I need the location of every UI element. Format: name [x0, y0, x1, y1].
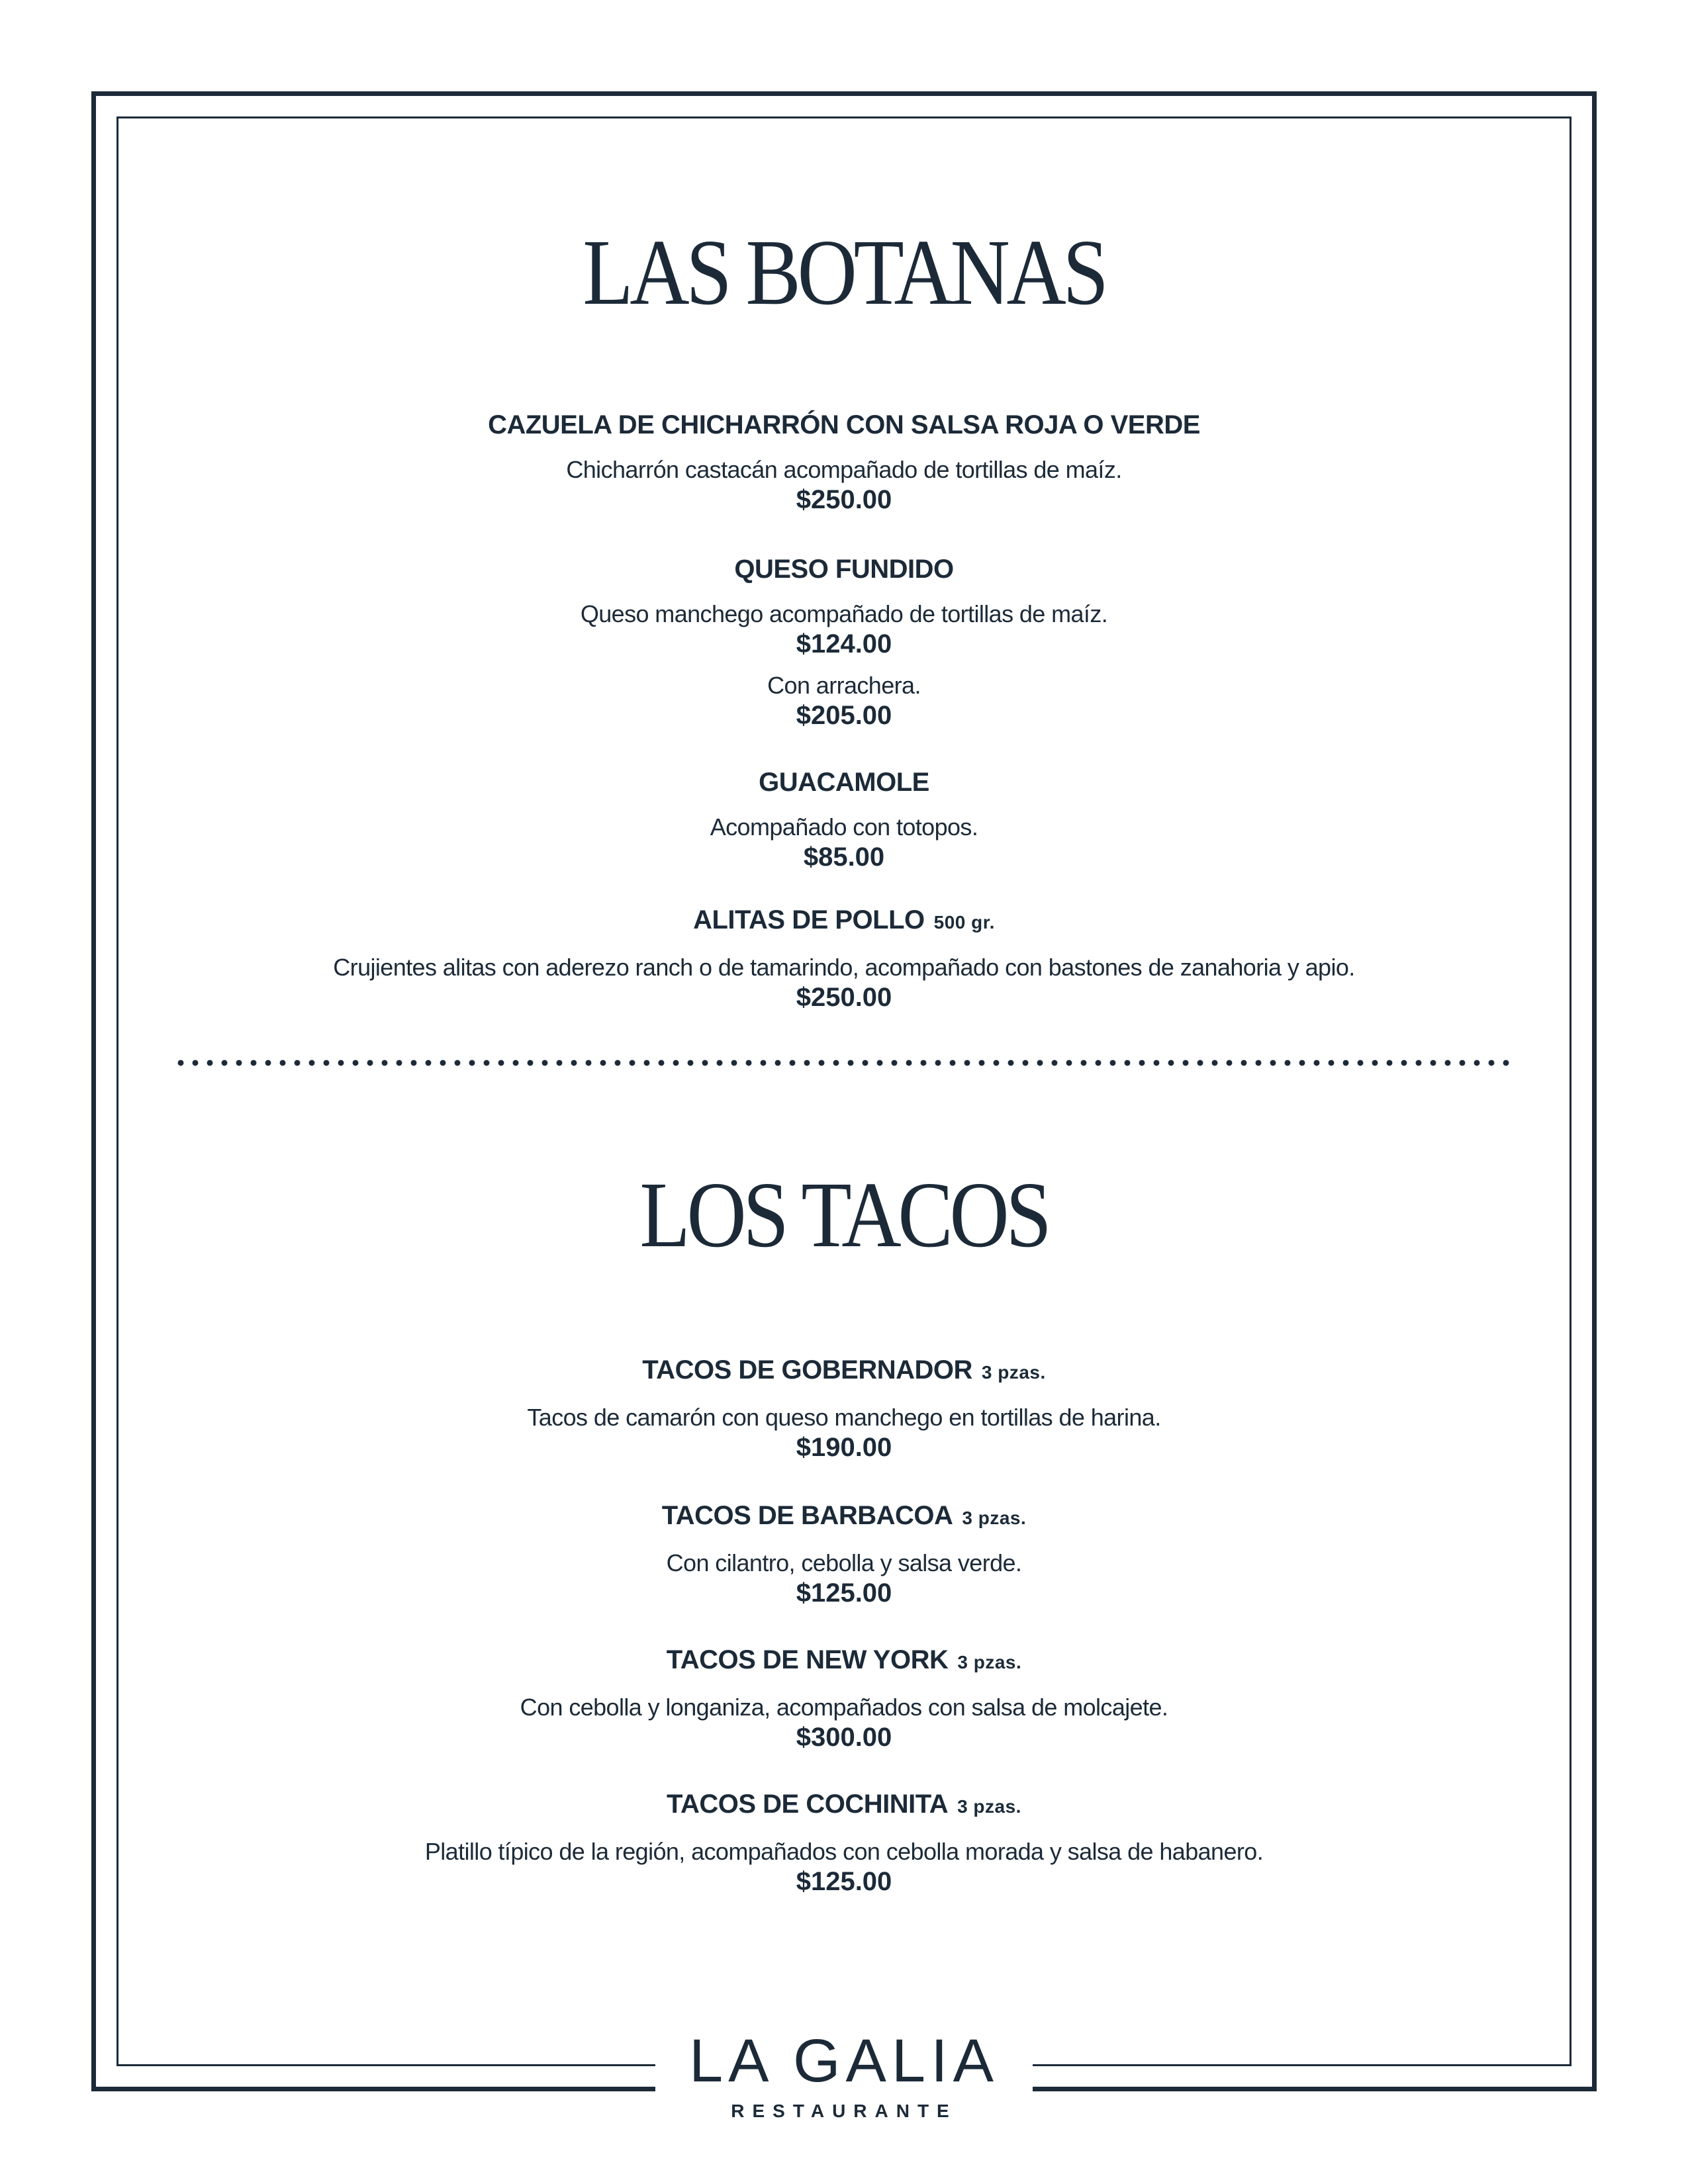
section-title-tacos: LOS TACOS [639, 1162, 1049, 1267]
item-quantity: 3 pzas. [957, 1652, 1022, 1672]
item-description: Crujientes alitas con aderezo ranch o de tamarindo, acompañado con bastones de zanahoria y apio. [333, 954, 1355, 981]
item-extra-description: Con arrachera. [767, 672, 921, 699]
item-quantity: 500 gr. [933, 912, 995, 933]
item-name-row [0, 1788, 1688, 1823]
item-extra-price: $205.00 [796, 701, 892, 730]
item-name: TACOS DE COCHINITA [667, 1790, 949, 1819]
item-price: $85.00 [803, 842, 885, 872]
item-quantity: 3 pzas. [957, 1796, 1021, 1817]
item-price: $250.00 [796, 983, 892, 1012]
item-name: ALITAS DE POLLO [693, 905, 925, 934]
item-description: Acompañado con totopos. [710, 813, 978, 841]
item-description: Con cilantro, cebolla y salsa verde. [666, 1549, 1022, 1576]
item-name: TACOS DE BARBACOA [661, 1501, 953, 1530]
item-price: $125.00 [796, 1578, 892, 1608]
item-name: CAZUELA DE CHICHARRÓN CON SALSA ROJA O VERDE [488, 410, 1200, 439]
logo-subtitle: RESTAURANTE [731, 2101, 957, 2121]
dotted-divider [173, 1059, 1515, 1067]
menu-item-tacos-gobernador [0, 1354, 1688, 1463]
item-price: $125.00 [796, 1867, 892, 1896]
menu-item-tacos-cochinita [0, 1788, 1688, 1897]
item-name-row [0, 1644, 1688, 1678]
item-name: GUACAMOLE [759, 768, 929, 797]
item-name: TACOS DE NEW YORK [666, 1645, 949, 1674]
item-name: QUESO FUNDIDO [734, 555, 954, 584]
item-name: TACOS DE GOBERNADOR [642, 1355, 972, 1385]
menu-item-cazuela [0, 409, 1688, 515]
restaurant-logo [0, 2027, 1688, 2122]
item-quantity: 3 pzas. [962, 1508, 1027, 1528]
menu-item-alitas [0, 904, 1688, 1013]
item-description: Con cebolla y longaniza, acompañados con salsa de molcajete. [520, 1694, 1168, 1721]
item-price: $300.00 [796, 1723, 892, 1752]
item-price: $124.00 [796, 629, 892, 659]
item-description: Queso manchego acompañado de tortillas de maíz. [580, 600, 1108, 627]
menu-item-queso-fundido [0, 553, 1688, 731]
item-name-row [0, 1500, 1688, 1534]
item-name-row [0, 1354, 1688, 1388]
logo-name: LA GALIA [688, 2027, 1000, 2095]
item-description: Platillo típico de la región, acompañados con cebolla morada y salsa de habanero. [424, 1838, 1264, 1865]
item-price: $250.00 [796, 485, 892, 514]
item-description: Tacos de camarón con queso manchego en tortillas de harina. [527, 1404, 1161, 1431]
item-quantity: 3 pzas. [981, 1362, 1046, 1383]
item-price: $190.00 [796, 1433, 892, 1462]
item-name-row [0, 904, 1688, 938]
section-title-botanas: LAS BOTANAS [583, 220, 1105, 324]
menu-item-tacos-new-york [0, 1644, 1688, 1752]
menu-item-guacamole [0, 766, 1688, 872]
menu-item-tacos-barbacoa [0, 1500, 1688, 1608]
item-description: Chicharrón castacán acompañado de tortillas de maíz. [566, 456, 1122, 483]
